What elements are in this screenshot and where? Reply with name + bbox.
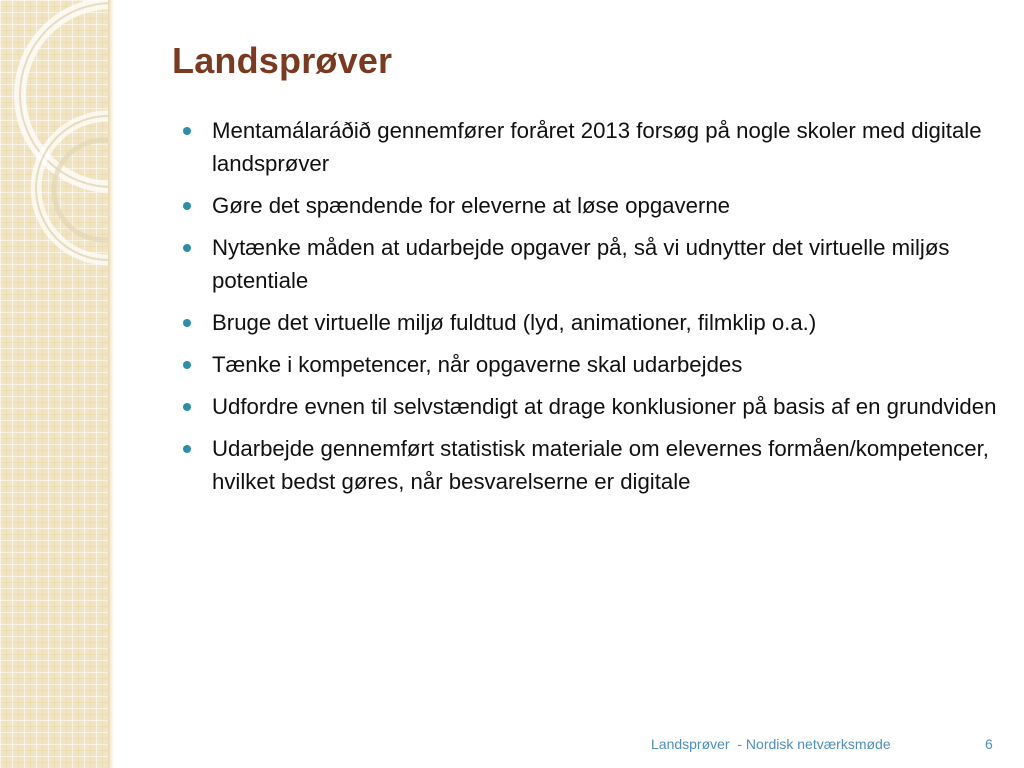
slide-footer: Landsprøver - Nordisk netværksmøde <box>651 736 891 752</box>
bullet-text: Gøre det spændende for eleverne at løse opgaverne <box>212 193 731 218</box>
bullet-item <box>182 432 997 498</box>
bullet-item <box>182 348 997 381</box>
bullet-icon <box>183 403 191 411</box>
bullet-icon <box>183 319 191 327</box>
sidebar-edge <box>108 0 114 768</box>
bullet-text: Tænke i kompetencer, når opgaverne skal udarbejdes <box>212 352 743 377</box>
bullet-item <box>182 231 997 297</box>
bullet-text: Udarbejde gennemført statistisk materiale om elevernes formåen/kompetencer, hvilket bedst gøres, når besvarelserne er digitale <box>212 436 989 494</box>
page-number: 6 <box>985 736 993 752</box>
bullet-icon <box>183 202 191 210</box>
bullet-list <box>182 114 997 507</box>
bullet-item <box>182 189 997 222</box>
bullet-icon <box>183 127 191 135</box>
bullet-item <box>182 390 997 423</box>
bullet-icon <box>183 361 191 369</box>
bullet-item <box>182 114 997 180</box>
bullet-text: Bruge det virtuelle miljø fuldtud (lyd, animationer, filmklip o.a.) <box>212 310 817 335</box>
slide-title: Landsprøver <box>172 40 393 81</box>
bullet-item <box>182 306 997 339</box>
bullet-text: Mentamálaráðið gennemfører foråret 2013 forsøg på nogle skoler med digitale landsprøver <box>212 118 982 176</box>
bullet-text: Nytænke måden at udarbejde opgaver på, så vi udnytter det virtuelle miljøs potentiale <box>212 235 950 293</box>
bullet-icon <box>183 445 191 453</box>
bullet-icon <box>183 244 191 252</box>
decorative-sidebar <box>0 0 112 768</box>
decorative-rings-graphic <box>0 0 112 320</box>
bullet-text: Udfordre evnen til selvstændigt at drage konklusioner på basis af en grundviden <box>212 394 997 419</box>
